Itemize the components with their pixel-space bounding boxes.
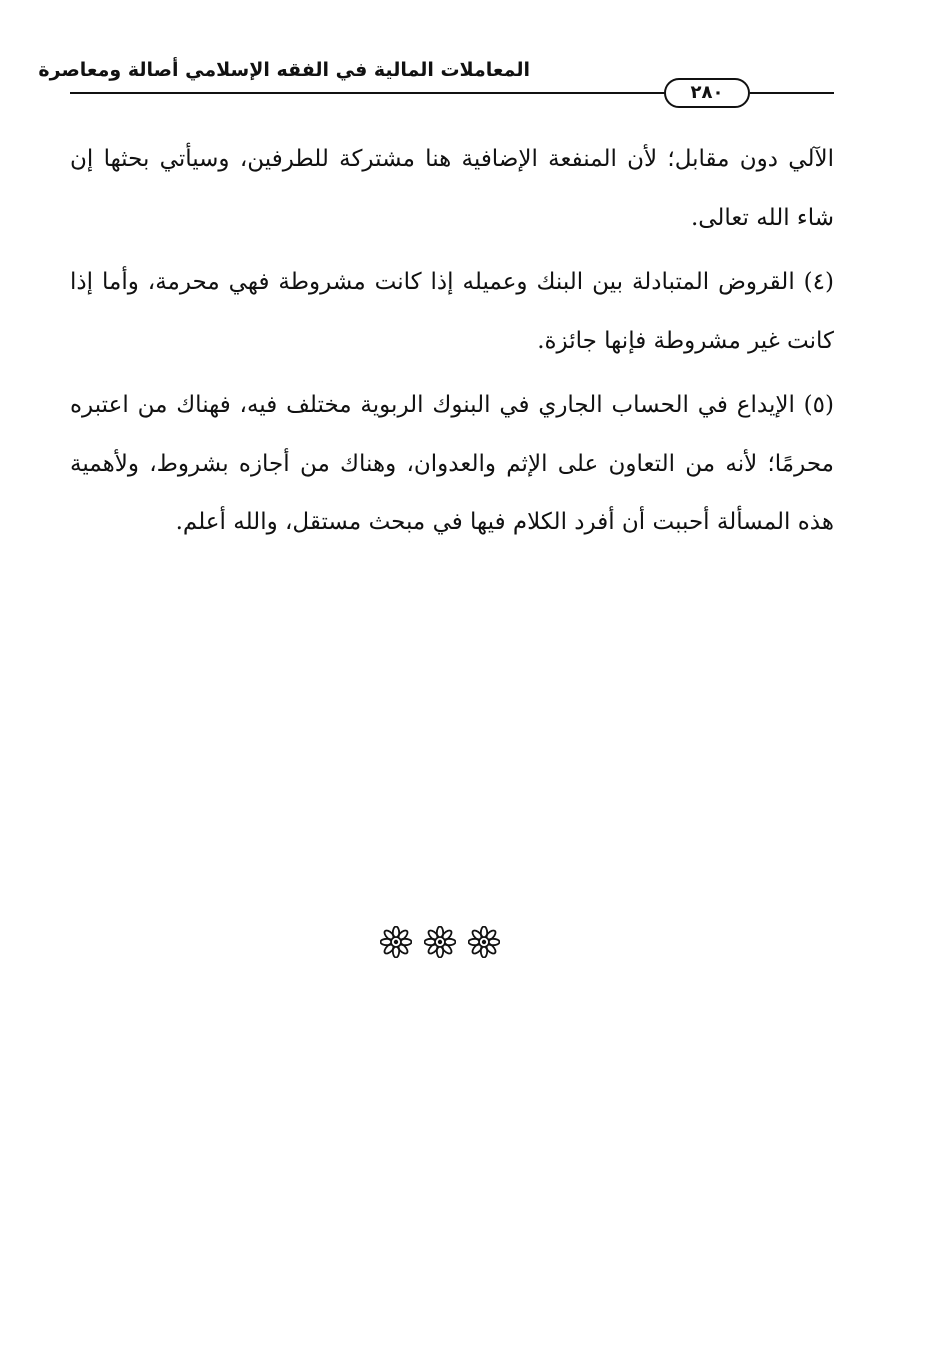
header-rule-right [750, 92, 834, 94]
header-rule-left [70, 92, 666, 94]
body-text [70, 130, 834, 558]
ornament-center [482, 940, 486, 944]
ornament-center [394, 940, 398, 944]
ornament-center [438, 940, 442, 944]
section-end-ornaments [380, 926, 560, 970]
page-number-badge: ٢٨٠ [664, 78, 750, 108]
flower-ornament-icon [380, 926, 412, 958]
paragraph-item-4: (٤) القروض المتبادلة بين البنك وعميله إذا كانت مشروطة فهي محرمة، وأما إذا كانت غير مشروطة فإنها جائزة. [70, 269, 834, 354]
flower-ornament-icon [424, 926, 456, 958]
paragraph-continuation: الآلي دون مقابل؛ لأن المنفعة الإضافية هنا مشتركة للطرفين، وسيأتي بحثها إن شاء الله تعالى. [70, 146, 834, 231]
paragraph-item-5: (٥) الإيداع في الحساب الجاري في البنوك الربوية مختلف فيه، فهناك من اعتبره محرمًا؛ لأنه من التعاون على الإثم والعدوان، وهناك من أجازه بشروط، ولأهمية هذه المسألة أحببت أن أفرد الكلام فيها في مبحث مستقل، والله أعلم. [70, 392, 834, 535]
running-header-title: المعاملات المالية في الفقه الإسلامي أصالة ومعاصرة [38, 59, 530, 81]
flower-ornament-icon [468, 926, 500, 958]
